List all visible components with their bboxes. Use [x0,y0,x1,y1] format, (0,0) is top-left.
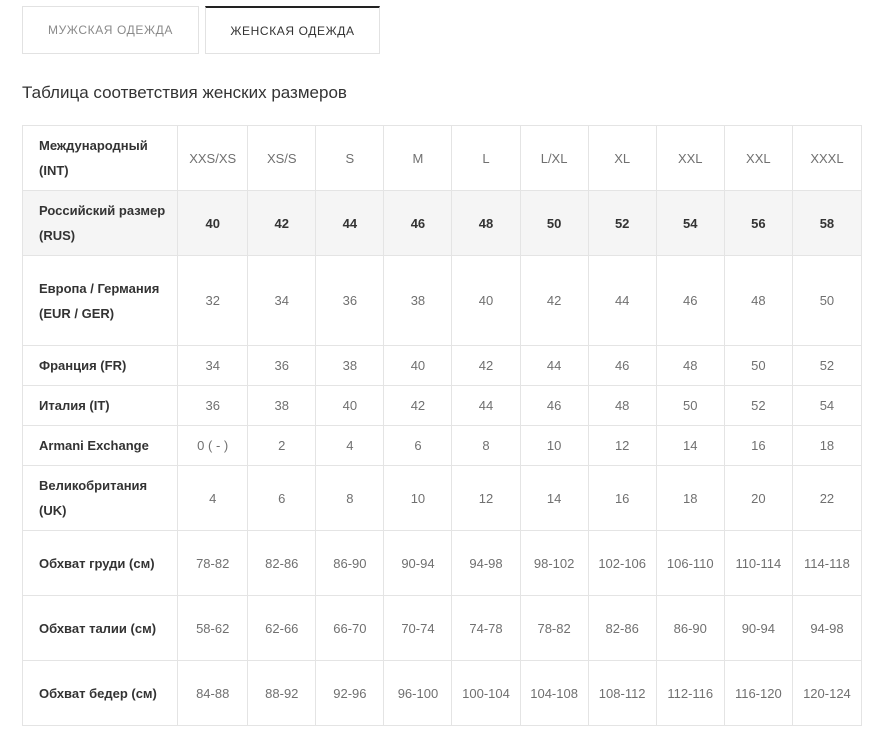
size-cell: S [316,126,384,191]
size-cell: 58-62 [178,596,248,661]
row-label-eur-ger: Европа / Германия (EUR / GER) [23,256,178,346]
table-row-rus [23,191,862,256]
size-cell: 48 [656,346,724,386]
table-row-waist [23,596,862,661]
size-cell: XS/S [248,126,316,191]
size-cell: 86-90 [656,596,724,661]
size-cell: 90-94 [384,531,452,596]
size-cell: 40 [178,191,248,256]
size-cell: 96-100 [384,661,452,726]
size-cell: 70-74 [384,596,452,661]
size-cell: 40 [316,386,384,426]
table-row-chest [23,531,862,596]
size-cell: 100-104 [452,661,520,726]
size-cell: 82-86 [588,596,656,661]
size-cell: 46 [520,386,588,426]
size-cell: 52 [724,386,792,426]
size-cell: 110-114 [724,531,792,596]
size-cell: 94-98 [452,531,520,596]
size-cell: 44 [520,346,588,386]
size-cell: XXL [724,126,792,191]
size-cell: 56 [724,191,792,256]
size-cell: 78-82 [520,596,588,661]
size-cell: 22 [792,466,861,531]
size-cell: 6 [384,426,452,466]
table-row-eur-ger [23,256,862,346]
size-cell: 120-124 [792,661,861,726]
size-cell: L [452,126,520,191]
size-cell: 46 [384,191,452,256]
size-cell: 4 [178,466,248,531]
size-cell: 42 [248,191,316,256]
size-cell: 38 [384,256,452,346]
size-cell: 114-118 [792,531,861,596]
size-cell: 36 [316,256,384,346]
table-row-uk [23,466,862,531]
row-label-it: Италия (IT) [23,386,178,426]
size-cell: 20 [724,466,792,531]
row-label-int: Международный (INT) [23,126,178,191]
page-title: Таблица соответствия женских размеров [22,83,347,102]
size-cell: 78-82 [178,531,248,596]
size-cell: 34 [178,346,248,386]
size-cell: 6 [248,466,316,531]
size-cell: 10 [520,426,588,466]
size-cell: 18 [792,426,861,466]
size-cell: 88-92 [248,661,316,726]
size-cell: 2 [248,426,316,466]
size-cell: 42 [384,386,452,426]
size-cell: 38 [248,386,316,426]
size-cell: 66-70 [316,596,384,661]
size-cell: 38 [316,346,384,386]
size-cell: 90-94 [724,596,792,661]
size-cell: 52 [792,346,861,386]
size-cell: 42 [520,256,588,346]
size-cell: XXXL [792,126,861,191]
size-cell: 92-96 [316,661,384,726]
row-label-rus: Российский размер (RUS) [23,191,178,256]
size-cell: 40 [384,346,452,386]
size-cell: 34 [248,256,316,346]
size-cell: 44 [588,256,656,346]
size-cell: XXL [656,126,724,191]
size-cell: 112-116 [656,661,724,726]
size-cell: 8 [316,466,384,531]
size-cell: 40 [452,256,520,346]
row-label-waist: Обхват талии (см) [23,596,178,661]
size-cell: 86-90 [316,531,384,596]
size-cell: 4 [316,426,384,466]
row-label-chest: Обхват груди (см) [23,531,178,596]
size-cell: 48 [588,386,656,426]
size-cell: 50 [656,386,724,426]
size-cell: 62-66 [248,596,316,661]
size-cell: 0 ( - ) [178,426,248,466]
size-cell: 98-102 [520,531,588,596]
size-cell: 84-88 [178,661,248,726]
table-row-int [23,126,862,191]
table-row-armani-exchange [23,426,862,466]
size-cell: 50 [792,256,861,346]
size-cell: 36 [248,346,316,386]
table-row-fr [23,346,862,386]
size-cell: 46 [588,346,656,386]
size-cell: 48 [724,256,792,346]
size-cell: 16 [724,426,792,466]
size-cell: L/XL [520,126,588,191]
table-row-hips [23,661,862,726]
size-cell: 104-108 [520,661,588,726]
table-row-it [23,386,862,426]
size-cell: 58 [792,191,861,256]
size-cell: 12 [588,426,656,466]
row-label-fr: Франция (FR) [23,346,178,386]
size-cell: 108-112 [588,661,656,726]
size-cell: 44 [316,191,384,256]
size-cell: 42 [452,346,520,386]
size-cell: 102-106 [588,531,656,596]
row-label-armani-exchange: Armani Exchange [23,426,178,466]
size-cell: 18 [656,466,724,531]
size-cell: 50 [520,191,588,256]
size-cell: 116-120 [724,661,792,726]
row-label-uk: Великобритания (UK) [23,466,178,531]
size-tabs [22,6,380,54]
size-cell: 14 [656,426,724,466]
size-cell: 36 [178,386,248,426]
size-chart-body [23,126,862,726]
size-cell: 14 [520,466,588,531]
size-cell: 106-110 [656,531,724,596]
size-cell: 54 [792,386,861,426]
size-cell: 48 [452,191,520,256]
size-cell: 74-78 [452,596,520,661]
size-cell: 44 [452,386,520,426]
size-cell: 46 [656,256,724,346]
size-cell: 50 [724,346,792,386]
size-cell: 52 [588,191,656,256]
row-label-hips: Обхват бедер (см) [23,661,178,726]
tab-womens-clothing[interactable]: ЖЕНСКАЯ ОДЕЖДА [205,6,380,54]
size-cell: 12 [452,466,520,531]
size-cell: 32 [178,256,248,346]
size-cell: M [384,126,452,191]
size-cell: XL [588,126,656,191]
tab-mens-clothing[interactable]: МУЖСКАЯ ОДЕЖДА [22,6,199,54]
size-cell: XXS/XS [178,126,248,191]
size-cell: 82-86 [248,531,316,596]
size-chart-table [22,125,862,726]
size-cell: 16 [588,466,656,531]
size-cell: 54 [656,191,724,256]
size-cell: 94-98 [792,596,861,661]
size-cell: 8 [452,426,520,466]
size-cell: 10 [384,466,452,531]
